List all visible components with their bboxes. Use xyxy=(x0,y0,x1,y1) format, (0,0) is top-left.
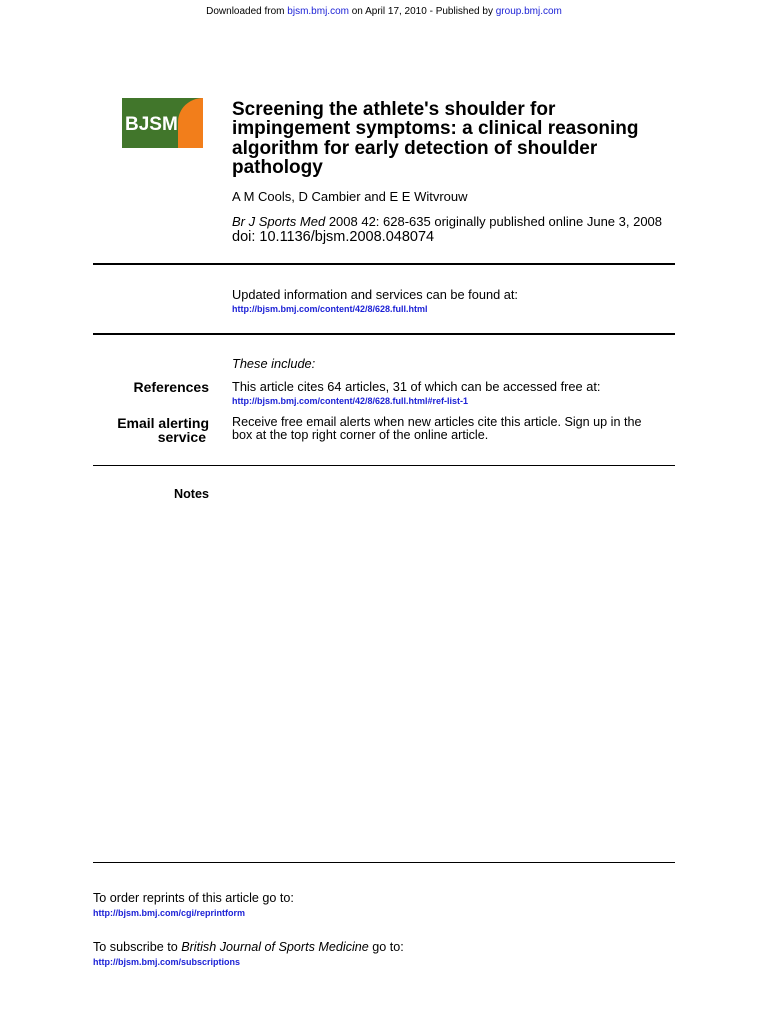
bjsm-logo xyxy=(122,98,203,148)
email-alerting-text xyxy=(232,416,642,443)
full-article-link[interactable]: http://bjsm.bmj.com/content/42/8/628.full.html xyxy=(232,303,428,314)
citation-details: 2008 42: 628-635 originally published online June 3, 2008 xyxy=(325,213,663,229)
logo-text: BJSM xyxy=(125,114,178,135)
title-line: pathology xyxy=(232,156,323,178)
subscribe-prefix: To subscribe to xyxy=(93,939,182,954)
divider xyxy=(93,333,675,335)
references-link[interactable]: http://bjsm.bmj.com/content/42/8/628.full.html#ref-list-1 xyxy=(232,395,469,406)
title-line: Screening the athlete's shoulder for xyxy=(232,99,556,120)
subscribe-journal: British Journal of Sports Medicine xyxy=(181,939,369,954)
subscribe-link[interactable]: http://bjsm.bmj.com/subscriptions xyxy=(93,956,241,967)
divider xyxy=(93,263,675,265)
download-notice xyxy=(0,6,768,18)
includes-heading: These include: xyxy=(232,355,316,371)
journal-name: Br J Sports Med xyxy=(232,213,326,229)
email-alerting-label-line: service xyxy=(157,429,206,445)
divider xyxy=(93,465,675,467)
email-alerting-text-line: Receive free email alerts when new articles cite this article. Sign up in the xyxy=(232,415,642,429)
publisher-link[interactable]: group.bmj.com xyxy=(495,6,562,17)
references-label: References xyxy=(133,378,209,395)
reprints-link[interactable]: http://bjsm.bmj.com/cgi/reprintform xyxy=(93,907,246,918)
email-alerting-text-line: box at the top right corner of the online article. xyxy=(232,428,489,443)
email-alerting-label xyxy=(0,416,209,445)
article-authors: A M Cools, D Cambier and E E Witvrouw xyxy=(232,188,468,204)
download-middle: on April 17, 2010 - Published by xyxy=(348,6,496,17)
bjsm-site-link[interactable]: bjsm.bmj.com xyxy=(287,6,349,17)
subscribe-text xyxy=(93,940,404,955)
download-prefix: Downloaded from xyxy=(206,6,288,17)
title-line: algorithm for early detection of shoulder xyxy=(232,137,598,159)
article-title xyxy=(232,100,639,177)
divider xyxy=(93,862,675,864)
email-alerting-label-line: Email alerting xyxy=(117,414,209,431)
article-citation xyxy=(232,214,662,229)
references-text: This article cites 64 articles, 31 of which can be accessed free at: xyxy=(232,378,601,394)
notes-label: Notes xyxy=(174,487,209,501)
subscribe-suffix: go to: xyxy=(368,939,404,954)
updated-info-text: Updated information and services can be found at: xyxy=(232,286,518,302)
article-doi: doi: 10.1136/bjsm.2008.048074 xyxy=(232,228,435,245)
title-line: impingement symptoms: a clinical reasoning xyxy=(232,118,639,140)
reprints-text: To order reprints of this article go to: xyxy=(93,890,294,905)
